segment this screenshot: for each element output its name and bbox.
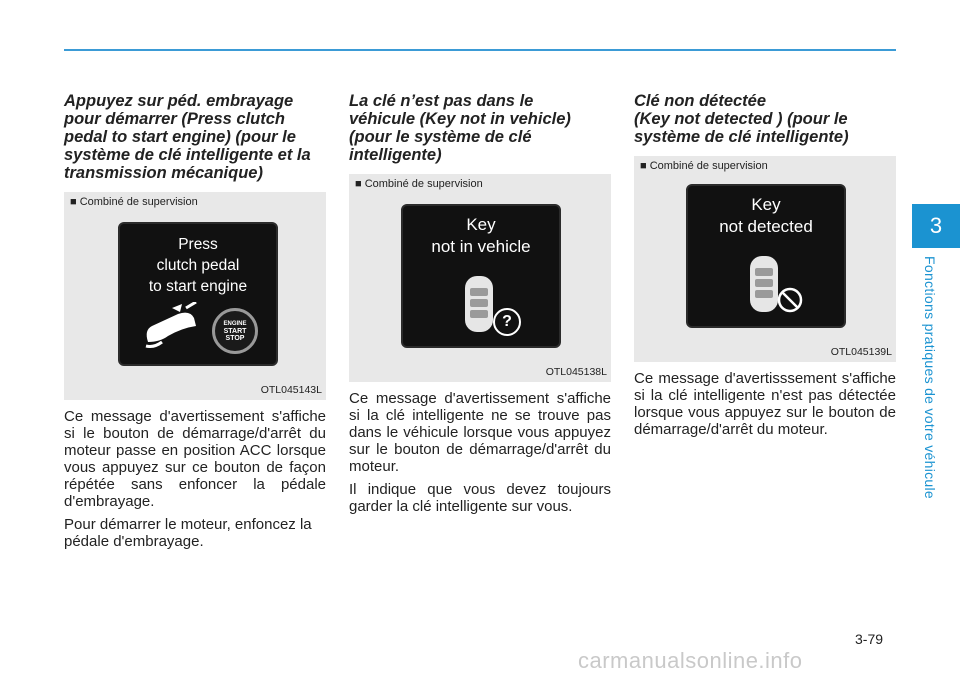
heading-line: système de clé intelligente et la [64, 146, 311, 164]
display-text: Press [178, 236, 218, 253]
display-text: Key [466, 215, 496, 234]
clutch-pedal-icon [142, 302, 212, 348]
heading-line: système de clé intelligente) [634, 128, 849, 146]
figure-caption: ■ Combiné de supervision [640, 160, 768, 172]
engine-start-stop-button [212, 308, 258, 354]
heading-line: transmission mécanique) [64, 164, 263, 182]
button-text: START [223, 327, 247, 335]
body-paragraph: Ce message d'avertisssement s'affiche si la clé intelligente n'est pas détectée lorsque vous appuyez sur le bouton de démarrage/d'arrêt du moteur. [634, 370, 896, 438]
cluster-display [686, 184, 846, 328]
body-paragraph: Ce message d'avertissement s'affiche si le bouton de démarrage/d'arrêt du moteur passe en position ACC lorsque vous appuyez sur ce bouton de façon répétée sans enfoncer la pédale d'embrayage. [64, 408, 326, 510]
heading-line: pedal to start engine) (pour le [64, 128, 296, 146]
heading-line: intelligente) [349, 146, 442, 164]
heading-line: Appuyez sur péd. embrayage [64, 92, 294, 110]
cluster-display [401, 204, 561, 348]
chapter-side-title: Fonctions pratiques de votre véhicule [922, 256, 938, 500]
heading-line: véhicule (Key not in vehicle) [349, 110, 571, 128]
display-text: Key [751, 195, 781, 214]
figure-code: OTL045138L [545, 366, 607, 378]
page-number: 3-79 [855, 631, 884, 647]
figure-key-not-detected [634, 156, 896, 362]
cluster-display [118, 222, 278, 366]
section-key-not-detected [634, 92, 896, 438]
figure-key-not-in-vehicle [349, 174, 611, 382]
heading-line: (Key not detected ) (pour le [634, 110, 848, 128]
body-paragraph: Il indique que vous devez toujours garder la clé intelligente sur vous. [349, 481, 611, 515]
display-text: to start engine [148, 278, 248, 295]
section-heading [64, 92, 326, 182]
question-badge-icon: ? [493, 308, 521, 336]
body-paragraph: Ce message d'avertissement s'affiche si la clé intelligente ne se trouve pas dans le véhicule lorsque vous appuyez sur le bouton de démarrage/d'arrêt du moteur. [349, 390, 611, 475]
figure-code: OTL045143L [260, 384, 322, 396]
top-rule [64, 49, 896, 51]
figure-press-clutch [64, 192, 326, 400]
display-text: clutch pedal [156, 257, 240, 274]
body-paragraph: Pour démarrer le moteur, enfoncez la pédale d'embrayage. [64, 516, 312, 550]
section-press-clutch [64, 92, 326, 550]
heading-line: pour démarrer (Press clutch [64, 110, 285, 128]
button-text: STOP [225, 334, 245, 342]
figure-caption: ■ Combiné de supervision [355, 178, 483, 190]
button-text: ENGINE [223, 320, 247, 327]
prohibited-icon [776, 286, 804, 314]
heading-line: (pour le système de clé [349, 128, 532, 146]
section-heading [634, 92, 896, 146]
figure-caption: ■ Combiné de supervision [70, 196, 198, 208]
display-text: not in vehicle [431, 237, 531, 256]
figure-code: OTL045139L [830, 346, 892, 358]
chapter-tab: 3 [912, 204, 960, 248]
watermark: carmanualsonline.info [578, 648, 803, 673]
heading-line: La clé n’est pas dans le [349, 92, 534, 110]
heading-line: Clé non détectée [634, 92, 767, 110]
section-key-not-in-vehicle [349, 92, 611, 515]
section-heading [349, 92, 611, 164]
display-text: not detected [719, 217, 813, 236]
